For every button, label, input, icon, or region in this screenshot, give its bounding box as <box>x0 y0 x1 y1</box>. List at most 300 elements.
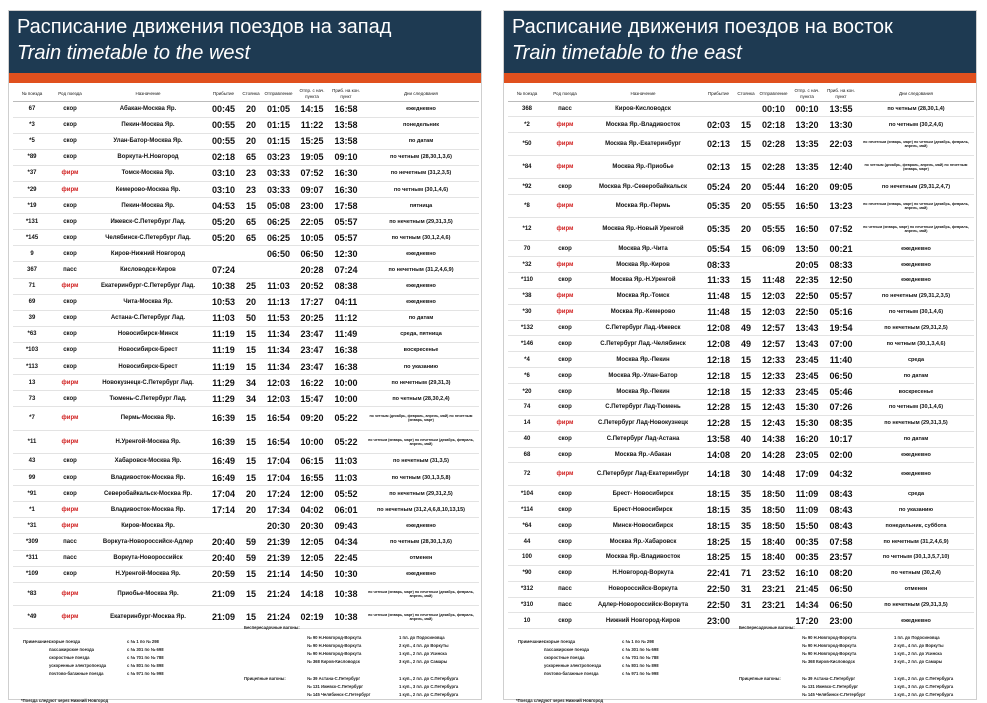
final-arrival: 19:54 <box>824 320 858 336</box>
train-number: *12 <box>508 218 546 241</box>
destination: Н.Уренгой-Москва Яр. <box>89 430 207 453</box>
origin-departure: 14:50 <box>295 566 329 582</box>
table-row <box>13 230 479 246</box>
destination: Москва Яр.-Абакан <box>584 447 702 463</box>
final-arrival: 11:49 <box>329 326 363 342</box>
east-accent-stripe <box>504 73 976 83</box>
destination: Н.Новгород-Воркута <box>584 565 702 581</box>
arrival-time: 20:40 <box>207 534 240 550</box>
train-number: *109 <box>13 566 51 582</box>
train-number: 39 <box>13 310 51 326</box>
arrival-time: 20:59 <box>207 566 240 582</box>
origin-departure: 09:20 <box>295 407 329 430</box>
final-arrival: 10:38 <box>329 606 363 629</box>
departure-time: 11:13 <box>262 294 295 310</box>
days-of-service: по четным (30,1,4,6) <box>858 399 974 415</box>
departure-time: 23:21 <box>757 581 790 597</box>
days-of-service: по четным (30,2,4) <box>858 565 974 581</box>
final-arrival: 02:00 <box>824 447 858 463</box>
origin-departure: 20:52 <box>295 278 329 294</box>
arrival-time: 11:19 <box>207 342 240 358</box>
stop-duration: 15 <box>735 534 757 550</box>
train-type: пасс <box>51 550 89 566</box>
origin-departure: 04:02 <box>295 502 329 518</box>
east-rows <box>508 101 974 629</box>
days-of-service: по нечетным (31,2,4,6,9) <box>363 262 479 278</box>
final-arrival: 07:26 <box>824 399 858 415</box>
origin-departure: 11:09 <box>790 502 824 518</box>
train-type: пасс <box>51 262 89 278</box>
column-header: Назначение <box>584 87 702 101</box>
origin-departure: 16:50 <box>790 218 824 241</box>
west-accent-stripe <box>9 73 481 83</box>
train-type: пасс <box>51 534 89 550</box>
train-number-range: с № 301 по № 698 <box>127 647 164 652</box>
table-row <box>508 463 974 486</box>
train-type: фирм <box>546 257 584 273</box>
arrival-time: 14:18 <box>702 463 735 486</box>
arrival-time: 11:29 <box>207 375 240 391</box>
days-of-service: по четным (28,30,2,4) <box>363 391 479 407</box>
final-arrival: 05:57 <box>329 214 363 230</box>
arrival-time: 05:20 <box>207 214 240 230</box>
table-row <box>13 326 479 342</box>
destination: Новосибирск-Брест <box>89 359 207 375</box>
origin-departure: 12:05 <box>295 534 329 550</box>
arrival-time: 18:15 <box>702 486 735 502</box>
destination: Минск-Новосибирск <box>584 518 702 534</box>
train-number: *91 <box>13 486 51 502</box>
origin-departure: 15:25 <box>295 133 329 149</box>
train-type: скор <box>546 565 584 581</box>
arrival-time: 10:53 <box>207 294 240 310</box>
stop-duration: 20 <box>735 195 757 218</box>
table-row <box>508 241 974 257</box>
footnote-label: Примечание: <box>23 639 51 644</box>
asterisk-note: *Поезда следуют через Нижний Новгород <box>516 698 604 703</box>
arrival-time: 11:48 <box>702 288 735 304</box>
days-of-service: пятница <box>363 198 479 214</box>
through-car-detail: 1 пл. до Подосиновца <box>399 635 445 640</box>
departure-time: 21:14 <box>262 566 295 582</box>
arrival-time: 07:24 <box>207 262 240 278</box>
departure-time: 18:40 <box>757 549 790 565</box>
table-row <box>508 415 974 431</box>
table-row <box>508 179 974 195</box>
train-number: *92 <box>508 179 546 195</box>
origin-departure: 20:25 <box>295 310 329 326</box>
arrival-time: 00:45 <box>207 101 240 117</box>
arrival-time <box>207 246 240 262</box>
trailer-car-detail: 1 куп., 3 пл. до С.Петербурга <box>399 684 459 689</box>
stop-duration: 15 <box>240 359 262 375</box>
destination: Москва Яр.-Приобье <box>584 156 702 179</box>
column-header: Прибытие <box>207 87 240 101</box>
arrival-time: 02:18 <box>207 149 240 165</box>
final-arrival: 11:40 <box>824 352 858 368</box>
arrival-time: 12:28 <box>702 399 735 415</box>
destination: Москва Яр.-Владивосток <box>584 549 702 565</box>
origin-departure: 13:20 <box>790 117 824 133</box>
stop-duration: 20 <box>240 486 262 502</box>
destination: Кисловодск-Киров <box>89 262 207 278</box>
arrival-time: 22:50 <box>702 597 735 613</box>
destination: Астана-С.Петербург Лад. <box>89 310 207 326</box>
days-of-service: по четным (30,2,4,6) <box>858 117 974 133</box>
arrival-time: 11:29 <box>207 391 240 407</box>
stop-duration: 20 <box>240 133 262 149</box>
destination: С.Петербург Лад-Новокузнецк <box>584 415 702 431</box>
final-arrival: 16:30 <box>329 165 363 181</box>
days-of-service: по нечетным (31,2,3,5) <box>363 165 479 181</box>
departure-time: 17:34 <box>262 502 295 518</box>
destination: Москва Яр.-Чита <box>584 241 702 257</box>
final-arrival: 16:58 <box>329 101 363 117</box>
departure-time <box>262 262 295 278</box>
destination: Москва Яр.-Кемерово <box>584 304 702 320</box>
origin-departure: 17:27 <box>295 294 329 310</box>
stop-duration: 15 <box>735 549 757 565</box>
final-arrival: 05:52 <box>329 486 363 502</box>
stop-duration: 20 <box>735 179 757 195</box>
table-row <box>508 518 974 534</box>
destination: Москва Яр.-Новый Уренгой <box>584 218 702 241</box>
trailer-car-detail: 1 куп., 3 пл. до С.Петербурга <box>894 684 954 689</box>
column-header: Отправление <box>262 87 295 101</box>
days-of-service: по указанию <box>858 502 974 518</box>
arrival-time: 21:09 <box>207 606 240 629</box>
origin-departure: 23:00 <box>295 198 329 214</box>
table-row <box>508 597 974 613</box>
arrival-time: 12:18 <box>702 368 735 384</box>
train-type: фирм <box>51 430 89 453</box>
stop-duration: 15 <box>240 470 262 486</box>
arrival-time: 12:18 <box>702 352 735 368</box>
departure-time: 02:28 <box>757 133 790 156</box>
arrival-time: 11:33 <box>702 272 735 288</box>
arrival-time: 18:15 <box>702 502 735 518</box>
departure-time: 11:53 <box>262 310 295 326</box>
table-row <box>508 133 974 156</box>
departure-time: 06:25 <box>262 230 295 246</box>
table-row <box>13 310 479 326</box>
destination: С.Петербург Лад-Екатеринбург <box>584 463 702 486</box>
train-type-name: скоростные поезда <box>49 655 90 660</box>
stop-duration: 20 <box>735 218 757 241</box>
final-arrival: 16:38 <box>329 359 363 375</box>
origin-departure: 22:50 <box>790 304 824 320</box>
origin-departure: 00:35 <box>790 534 824 550</box>
stop-duration <box>735 257 757 273</box>
train-type: фирм <box>51 407 89 430</box>
final-arrival: 11:03 <box>329 470 363 486</box>
trailer-car-detail: 1 куп., 2 пл. до С.Петербурга <box>894 692 954 697</box>
train-type: пасс <box>546 597 584 613</box>
table-row <box>13 149 479 165</box>
train-number: 67 <box>13 101 51 117</box>
destination: Владивосток-Москва Яр. <box>89 502 207 518</box>
departure-time: 06:25 <box>262 214 295 230</box>
train-number: *113 <box>13 359 51 375</box>
arrival-time: 05:24 <box>702 179 735 195</box>
train-number: *3 <box>13 117 51 133</box>
origin-departure: 23:45 <box>790 352 824 368</box>
departure-time: 23:21 <box>757 597 790 613</box>
destination: Москва Яр.-Улан-Батор <box>584 368 702 384</box>
east-timetable-sheet <box>503 10 977 703</box>
train-number-range: с № 801 по № 898 <box>127 663 164 668</box>
origin-departure: 22:35 <box>790 272 824 288</box>
departure-time: 05:08 <box>262 198 295 214</box>
train-number: *64 <box>508 518 546 534</box>
train-type: фирм <box>51 518 89 534</box>
train-type: скор <box>51 359 89 375</box>
stop-duration: 59 <box>240 534 262 550</box>
days-of-service: по нечетным (29,31,2,5) <box>363 486 479 502</box>
destination: Брест-Новосибирск <box>584 502 702 518</box>
destination: Н.Уренгой-Москва Яр. <box>89 566 207 582</box>
stop-duration <box>735 101 757 117</box>
final-arrival: 10:17 <box>824 431 858 447</box>
table-row <box>13 391 479 407</box>
column-header: Отпр. с нач. пункта <box>295 87 329 101</box>
train-type-name: почтово-багажные поезда <box>49 671 104 676</box>
table-row <box>13 294 479 310</box>
train-type: фирм <box>51 375 89 391</box>
destination: Новокузнецк-С.Петербург Лад. <box>89 375 207 391</box>
destination: С.Петербург Лад.-Ижевск <box>584 320 702 336</box>
stop-duration: 49 <box>735 336 757 352</box>
arrival-time: 11:48 <box>702 304 735 320</box>
final-arrival: 07:24 <box>329 262 363 278</box>
days-of-service: по четным (30,1,3,4,6) <box>858 336 974 352</box>
days-of-service: по нечетным (31,2,4,6,8,10,13,15) <box>363 502 479 518</box>
west-timetable-sheet <box>8 10 482 703</box>
train-type: скор <box>546 502 584 518</box>
train-number: *31 <box>13 518 51 534</box>
west-column-headers <box>13 87 479 101</box>
departure-time: 18:50 <box>757 502 790 518</box>
destination: С.Петербург Лад-Тюмень <box>584 399 702 415</box>
destination: Новосибирск-Брест <box>89 342 207 358</box>
destination: Москва Яр.-Владивосток <box>584 117 702 133</box>
through-car-detail: 1 пл. до Подосиновца <box>894 635 940 640</box>
train-number: 13 <box>13 375 51 391</box>
arrival-time: 02:13 <box>702 156 735 179</box>
table-row <box>13 117 479 133</box>
table-row <box>508 534 974 550</box>
stop-duration: 31 <box>735 581 757 597</box>
days-of-service: по четным (декабрь, февраль, апрель, май) по нечетным (январь, март) <box>858 156 974 179</box>
arrival-time: 03:10 <box>207 165 240 181</box>
train-type: фирм <box>51 582 89 605</box>
trailer-car-train: № 145 Челябинск-С.Петербург <box>802 692 866 697</box>
train-type: фирм <box>51 181 89 197</box>
destination: Чита-Москва Яр. <box>89 294 207 310</box>
departure-time: 18:40 <box>757 534 790 550</box>
destination: Екатеринбург-Москва Яр. <box>89 606 207 629</box>
column-header: Род поезда <box>51 87 89 101</box>
days-of-service: ежедневно <box>858 447 974 463</box>
train-type: фирм <box>546 304 584 320</box>
table-row <box>13 278 479 294</box>
days-of-service: понедельник, суббота <box>858 518 974 534</box>
train-number: 100 <box>508 549 546 565</box>
through-cars-label: Беспересадочные вагоны: <box>739 625 795 630</box>
days-of-service: по датам <box>858 368 974 384</box>
origin-departure: 21:45 <box>790 581 824 597</box>
train-type: фирм <box>546 195 584 218</box>
arrival-time: 16:49 <box>207 453 240 469</box>
train-number: 70 <box>508 241 546 257</box>
final-arrival: 05:22 <box>329 430 363 453</box>
stop-duration: 20 <box>240 294 262 310</box>
arrival-time: 18:25 <box>702 534 735 550</box>
origin-departure: 11:09 <box>790 486 824 502</box>
train-type: скор <box>51 133 89 149</box>
arrival-time: 12:18 <box>702 384 735 400</box>
departure-time: 03:33 <box>262 165 295 181</box>
destination: Москва Яр.-Пермь <box>584 195 702 218</box>
train-number: *110 <box>508 272 546 288</box>
table-row <box>13 550 479 566</box>
stop-duration: 35 <box>735 502 757 518</box>
trailer-cars-label: Прицепные вагоны: <box>244 676 286 681</box>
destination: Воркута-Новороссийск <box>89 550 207 566</box>
east-footer <box>504 623 976 701</box>
stop-duration: 15 <box>735 399 757 415</box>
through-car-train: № 90 Н.Новгород-Воркута <box>307 635 362 640</box>
departure-time: 12:03 <box>757 288 790 304</box>
table-row <box>508 352 974 368</box>
train-number: *90 <box>508 565 546 581</box>
origin-departure: 19:05 <box>295 149 329 165</box>
arrival-time <box>702 101 735 117</box>
departure-time: 12:33 <box>757 384 790 400</box>
stop-duration: 20 <box>240 117 262 133</box>
column-header: Отпр. с нач. пункта <box>790 87 824 101</box>
train-type: скор <box>51 486 89 502</box>
train-number: *4 <box>508 352 546 368</box>
train-number: *83 <box>13 582 51 605</box>
table-row <box>13 518 479 534</box>
arrival-time: 03:10 <box>207 181 240 197</box>
destination: Пекин-Москва Яр. <box>89 198 207 214</box>
departure-time: 21:24 <box>262 606 295 629</box>
asterisk-note: *Поезда следуют через Нижний Новгород <box>21 698 109 703</box>
column-header: Приб. на кон. пункт <box>329 87 363 101</box>
through-car-detail: 1 куп., 2 пл. до Усинска <box>894 651 942 656</box>
train-type: скор <box>51 101 89 117</box>
departure-time: 06:09 <box>757 241 790 257</box>
origin-departure: 00:35 <box>790 549 824 565</box>
stop-duration: 15 <box>240 326 262 342</box>
train-type: скор <box>546 336 584 352</box>
departure-time: 05:55 <box>757 218 790 241</box>
stop-duration: 20 <box>735 447 757 463</box>
departure-time: 11:34 <box>262 342 295 358</box>
arrival-time: 11:19 <box>207 359 240 375</box>
arrival-time: 11:03 <box>207 310 240 326</box>
train-number: *29 <box>13 181 51 197</box>
train-number: *310 <box>508 597 546 613</box>
days-of-service: по четным (январь, март) по нечетным (декабрь, февраль, апрель, май) <box>363 582 479 605</box>
origin-departure: 16:50 <box>790 195 824 218</box>
origin-departure: 14:34 <box>790 597 824 613</box>
arrival-time: 22:50 <box>702 581 735 597</box>
final-arrival: 05:57 <box>329 230 363 246</box>
train-number: *104 <box>508 486 546 502</box>
arrival-time: 17:04 <box>207 486 240 502</box>
days-of-service: понедельник <box>363 117 479 133</box>
origin-departure: 13:35 <box>790 133 824 156</box>
train-number: *30 <box>508 304 546 320</box>
days-of-service: ежедневно <box>858 257 974 273</box>
train-number: *131 <box>13 214 51 230</box>
train-type: скор <box>51 470 89 486</box>
through-car-detail: 3 куп., 2 пл. до Самары <box>894 659 943 664</box>
train-type: скор <box>546 549 584 565</box>
stop-duration: 40 <box>735 431 757 447</box>
table-row <box>508 565 974 581</box>
table-row <box>508 288 974 304</box>
west-footer <box>9 623 481 701</box>
departure-time: 01:05 <box>262 101 295 117</box>
final-arrival: 00:21 <box>824 241 858 257</box>
arrival-time: 16:39 <box>207 430 240 453</box>
trailer-car-detail: 1 куп., 2 пл. до С.Петербурга <box>399 692 459 697</box>
days-of-service: по четным (декабрь, февраль, апрель, май) по нечетным (январь, март) <box>363 407 479 430</box>
train-type: скор <box>546 518 584 534</box>
arrival-time: 14:08 <box>702 447 735 463</box>
train-type: скор <box>51 246 89 262</box>
final-arrival: 04:32 <box>824 463 858 486</box>
departure-time: 12:43 <box>757 399 790 415</box>
train-number: 72 <box>508 463 546 486</box>
train-type: скор <box>546 613 584 629</box>
train-type: скор <box>51 214 89 230</box>
days-of-service: по нечетным (29,31,2,5) <box>858 320 974 336</box>
days-of-service: по нечетным (январь, март) по четным (декабрь, февраль, апрель, май) <box>858 195 974 218</box>
train-number: *114 <box>508 502 546 518</box>
days-of-service: по нечетным (29,31,3,5) <box>858 415 974 431</box>
through-car-train: № 90 Н.Новгород-Воркута <box>802 643 857 648</box>
table-row <box>13 198 479 214</box>
arrival-time: 13:58 <box>702 431 735 447</box>
arrival-time: 02:03 <box>702 117 735 133</box>
origin-departure: 23:45 <box>790 368 824 384</box>
train-number: *20 <box>508 384 546 400</box>
destination: Северобайкальск-Москва Яр. <box>89 486 207 502</box>
train-type: фирм <box>546 218 584 241</box>
column-header: Стоянка <box>735 87 757 101</box>
table-row <box>13 165 479 181</box>
days-of-service: среда <box>858 486 974 502</box>
destination: Владивосток-Москва Яр. <box>89 470 207 486</box>
train-number: *312 <box>508 581 546 597</box>
trailer-car-train: № 131 Ижевск-С.Петербург <box>307 684 364 689</box>
arrival-time: 12:08 <box>702 320 735 336</box>
train-number: *146 <box>508 336 546 352</box>
days-of-service: ежедневно <box>363 518 479 534</box>
departure-time: 02:18 <box>757 117 790 133</box>
train-number: *8 <box>508 195 546 218</box>
origin-departure: 10:00 <box>295 430 329 453</box>
train-number-range: с № 701 по № 788 <box>127 655 164 660</box>
stop-duration <box>240 246 262 262</box>
origin-departure: 12:00 <box>295 486 329 502</box>
stop-duration: 15 <box>735 415 757 431</box>
